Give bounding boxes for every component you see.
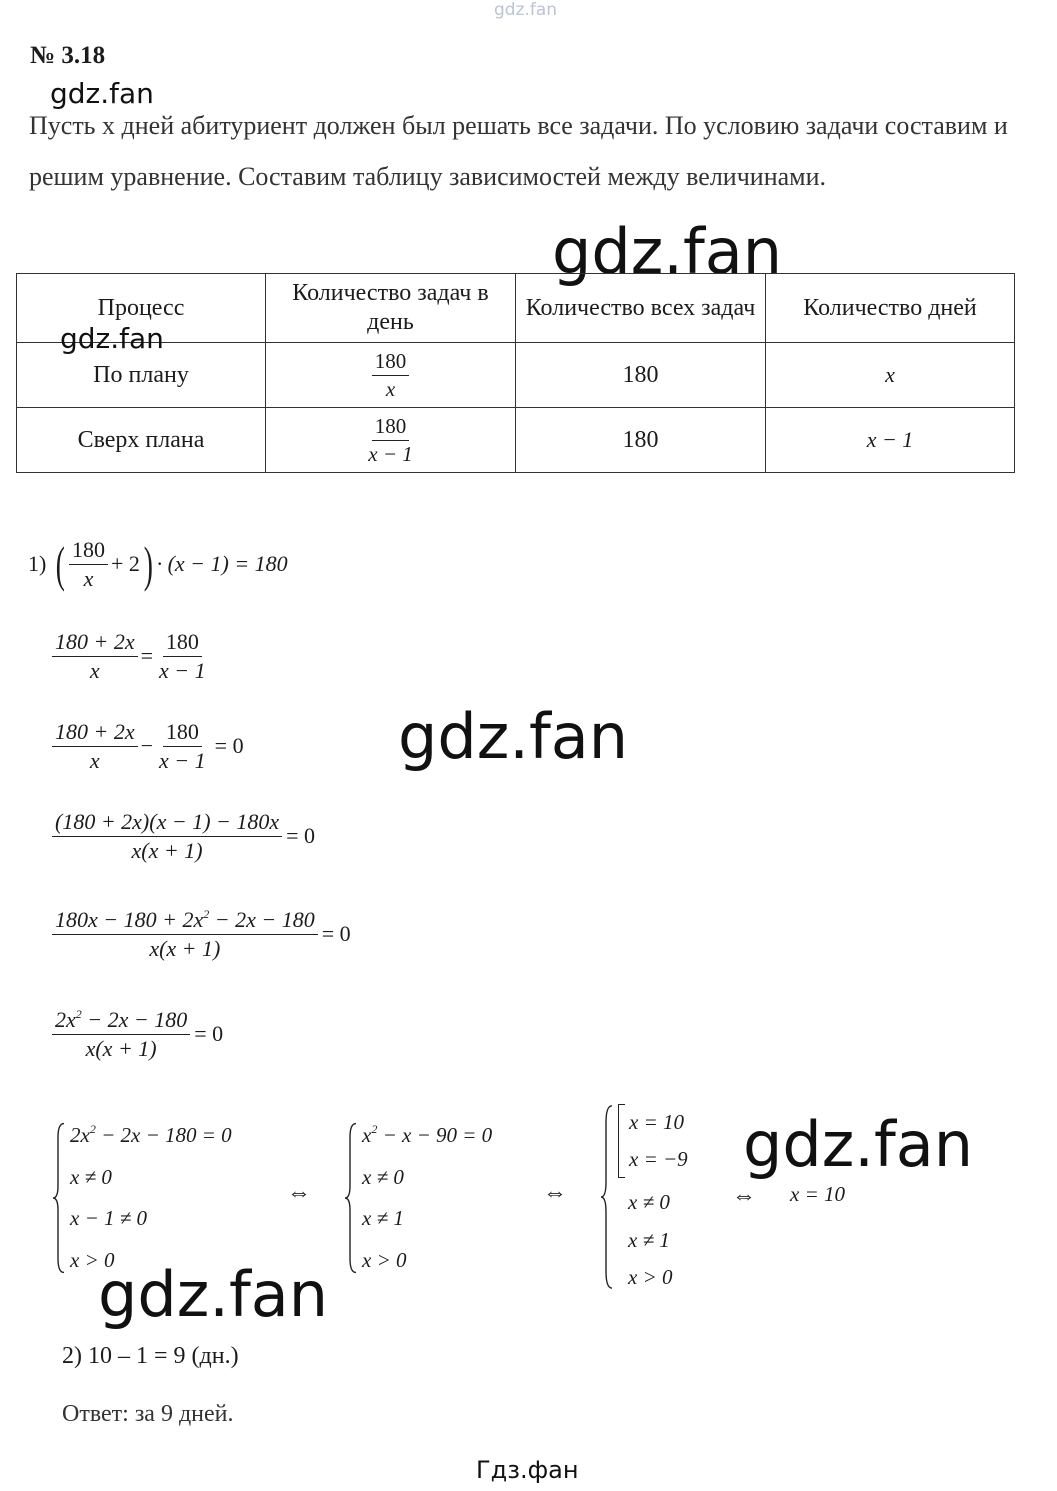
equivalence-symbol: ⇔: [287, 1180, 311, 1206]
expr-part: − 2x − 180: [209, 907, 315, 932]
table-cell-days: x: [766, 343, 1015, 408]
table-cell-per-day: [266, 343, 516, 408]
table-header: Количество дней: [766, 274, 1015, 343]
system-line: x > 0: [70, 1247, 115, 1272]
equation-operator: =: [140, 643, 154, 668]
fraction-numerator: 180: [372, 348, 410, 375]
equation-text: + 2: [110, 551, 140, 576]
system-line: x = −9: [629, 1146, 688, 1171]
equation-5: [52, 906, 351, 962]
equation-6: [52, 1006, 223, 1062]
table-cell-process: Сверх плана: [17, 408, 266, 473]
paren-open: (: [56, 536, 66, 592]
system-line: x ≠ 1: [628, 1227, 670, 1252]
fraction-numerator: (180 + 2x)(x − 1) − 180x: [52, 808, 282, 837]
system-3: [600, 1104, 688, 1290]
table-header: Процесс: [17, 274, 266, 343]
equation-text: = 0: [214, 733, 244, 758]
table-cell-total: 180: [516, 343, 766, 408]
watermark: gdz.fan: [50, 77, 154, 110]
exponent: 2: [203, 907, 210, 921]
fraction-numerator: 180: [372, 413, 410, 440]
step-label: 1): [28, 551, 47, 576]
system-line: x ≠ 0: [70, 1164, 112, 1189]
fraction-numerator: 180 + 2x: [52, 628, 138, 657]
equivalence-symbol: ⇔: [732, 1183, 756, 1209]
paren-close: ): [143, 536, 153, 592]
equation-1: [28, 536, 288, 592]
table-row: [17, 408, 1015, 473]
system-line: x ≠ 1: [362, 1206, 404, 1231]
watermark: gdz.fan: [552, 215, 783, 288]
equation-text: · (x − 1) = 180: [156, 551, 288, 576]
final-result: x = 10: [790, 1182, 845, 1206]
table-cell-per-day: [266, 408, 516, 473]
fraction-numerator: 180: [163, 718, 202, 747]
fraction-denominator: x − 1: [159, 747, 206, 773]
table-cell-process: По плану: [17, 343, 266, 408]
equation-text: = 0: [286, 823, 316, 848]
system-1: [52, 1122, 232, 1274]
fraction-numerator: [52, 1006, 190, 1035]
system-line: [362, 1122, 492, 1149]
table-header: Количество задач в день: [266, 274, 516, 343]
fraction-numerator: 180 + 2x: [52, 718, 138, 747]
expr-part: 2x: [70, 1123, 90, 1147]
fraction-numerator: [52, 906, 318, 935]
fraction-denominator: x(x + 1): [85, 1035, 157, 1061]
exponent: 2: [75, 1007, 82, 1021]
fraction-denominator: x(x + 1): [131, 837, 203, 863]
expr-part: 2x: [55, 1007, 76, 1032]
expr-part: 180x − 180 + 2x: [55, 907, 204, 932]
system-line: x = 10: [629, 1110, 684, 1134]
table-cell-total: 180: [516, 408, 766, 473]
expr-part: − x − 90 = 0: [377, 1123, 493, 1147]
system-line: x ≠ 0: [628, 1190, 670, 1214]
exponent: 2: [371, 1122, 378, 1136]
equation-3: [52, 718, 244, 774]
watermark: gdz.fan: [60, 322, 164, 355]
watermark: gdz.fan: [398, 700, 629, 773]
expr-part: x: [362, 1123, 372, 1147]
system-line: [70, 1122, 232, 1149]
fraction-denominator: x: [89, 657, 100, 683]
equation-2: [52, 628, 209, 684]
system-2: [344, 1122, 492, 1274]
table-header: Количество всех задач: [516, 274, 766, 343]
table-row: [17, 343, 1015, 408]
system-line: x ≠ 0: [362, 1164, 404, 1189]
curly-brace-icon: [600, 1104, 614, 1290]
system-line: x > 0: [362, 1247, 407, 1272]
problem-number: № 3.18: [30, 42, 106, 69]
equation-4: [52, 808, 315, 864]
footer-watermark: Гдз.фан: [476, 1456, 579, 1484]
answer: Ответ: за 9 дней.: [62, 1401, 234, 1427]
fraction-denominator: x: [83, 565, 94, 591]
table-cell-days: x − 1: [766, 408, 1015, 473]
equivalence-symbol: ⇔: [543, 1180, 567, 1206]
solution-set: [618, 1104, 688, 1178]
dependency-table: [16, 273, 1015, 473]
fraction-denominator: x: [385, 376, 396, 401]
problem-intro: Пусть x дней абитуриент должен был решать все задачи. По условию задачи составим и решим уравнение. Составим таблицу зависимостей между величинами.: [29, 111, 1008, 191]
equation-text: = 0: [321, 921, 351, 946]
equation-operator: −: [140, 733, 154, 758]
square-bracket-icon: [618, 1104, 625, 1178]
watermark: gdz.fan: [98, 1258, 329, 1331]
watermark: gdz.fan: [743, 1108, 974, 1181]
expr-part: − 2x − 180 = 0: [95, 1123, 232, 1147]
curly-brace-icon: [344, 1122, 358, 1274]
fraction-numerator: 180: [69, 536, 108, 565]
fraction-denominator: x(x + 1): [149, 935, 221, 961]
curly-brace-icon: [52, 1122, 66, 1274]
system-line: x − 1 ≠ 0: [70, 1206, 148, 1231]
fraction-denominator: x: [89, 747, 100, 773]
fraction-denominator: x − 1: [159, 657, 206, 683]
header-watermark: gdz.fan: [494, 0, 558, 20]
step-2: 2) 10 – 1 = 9 (дн.): [62, 1343, 239, 1369]
fraction-numerator: 180: [163, 628, 202, 657]
system-line: x > 0: [628, 1265, 673, 1289]
exponent: 2: [89, 1122, 96, 1136]
equation-text: = 0: [194, 1021, 224, 1046]
fraction-denominator: x − 1: [368, 441, 413, 466]
expr-part: − 2x − 180: [81, 1007, 188, 1032]
